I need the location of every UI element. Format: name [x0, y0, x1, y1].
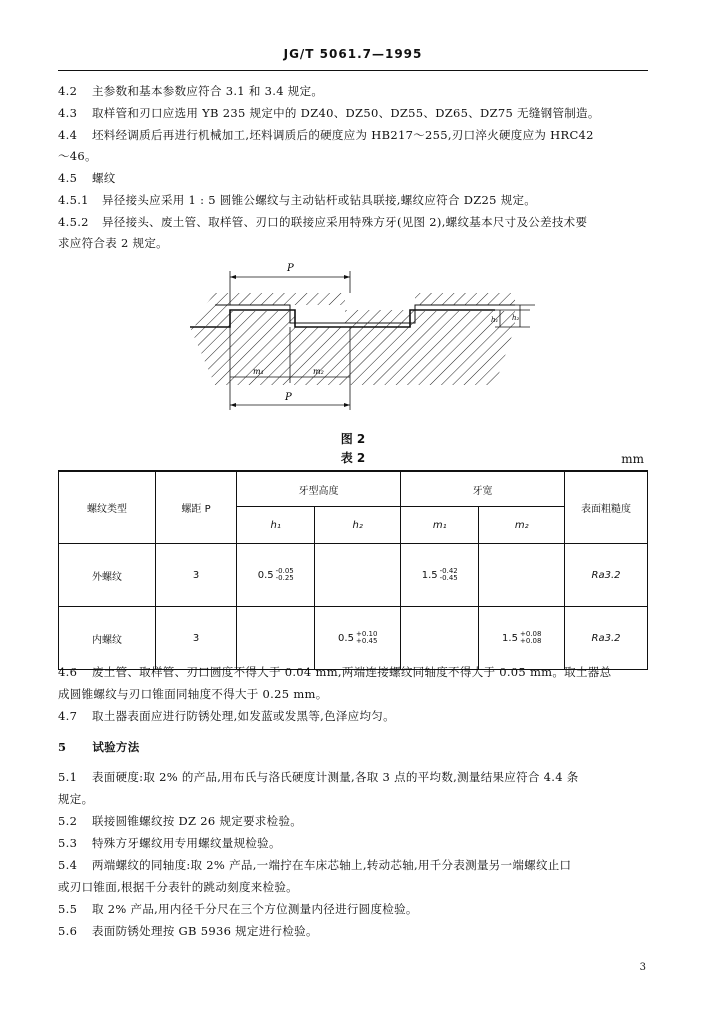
para-4-5-2-cont: 求应符合表 2 规定。 — [58, 236, 168, 250]
para-text: 取 2% 产品,用内径千分尺在三个方位测量内径进行圆度检验。 — [91, 902, 418, 916]
h1-value: 0.5 — [257, 570, 274, 581]
h1-tolerance — [276, 568, 294, 582]
para-4-6-cont: 成圆锥螺纹与刃口锥面同轴度不得大于 0.25 mm。 — [58, 687, 328, 701]
para-text: 坯料经调质后再进行机械加工,坯料调质后的硬度应为 HB217～255,刃口淬火硬度应为 HRC42 — [91, 128, 594, 142]
tol-lower: -0.45 — [439, 574, 458, 582]
col-type: 螺纹类型 — [59, 471, 156, 544]
table-caption: 表 2 — [340, 451, 366, 465]
cell-roughness: Ra3.2 — [565, 607, 648, 670]
m1-label: m₁ — [253, 367, 264, 376]
cell-type: 外螺纹 — [59, 544, 156, 607]
m2-label: m₂ — [313, 367, 324, 376]
para-number: 4.4 — [58, 128, 78, 142]
para-4-6 — [58, 661, 648, 683]
para-number: 5.4 — [58, 858, 78, 872]
para-number: 4.5 — [58, 171, 78, 185]
section-title: 试验方法 — [92, 740, 140, 754]
col-h2: h₂ — [315, 507, 401, 544]
tol-lower: +0.45 — [355, 637, 378, 645]
col-h1: h₁ — [237, 507, 315, 544]
col-height-group: 牙型高度 — [237, 471, 401, 507]
page-number: 3 — [639, 962, 646, 973]
h2-value: 0.5 — [338, 633, 354, 644]
para-number: 5.1 — [58, 770, 78, 784]
para-text: 取样管和刃口应选用 YB 235 规定中的 DZ40、DZ50、DZ55、DZ65、DZ75 无缝钢管制造。 — [91, 106, 600, 120]
para-text: 异径接头应采用 1 : 5 圆锥公螺纹与主动钻杆或钻具联接,螺纹应符合 DZ25 规定。 — [101, 193, 537, 207]
cell-roughness: Ra3.2 — [565, 544, 648, 607]
p-top-label: P — [287, 263, 294, 274]
table-row — [59, 544, 648, 607]
para-text: 特殊方牙螺纹用专用螺纹量规检验。 — [91, 836, 281, 850]
m1-value: 1.5 — [421, 570, 438, 581]
para-5-4 — [58, 854, 648, 876]
header-rule — [58, 70, 648, 71]
table-unit: mm — [621, 452, 644, 466]
arrow-bl — [230, 403, 236, 407]
h2-label: h₂ — [512, 314, 520, 322]
para-text: 螺纹 — [91, 171, 116, 185]
para-number: 4.5.1 — [58, 193, 89, 207]
h1-label: h₁ — [491, 316, 499, 324]
para-text: 主参数和基本参数应符合 3.1 和 3.4 规定。 — [91, 84, 324, 98]
cell-pitch: 3 — [156, 544, 237, 607]
page-header: JG/T 5061.7—1995 — [283, 47, 423, 61]
para-number: 4.3 — [58, 106, 78, 120]
para-text: 表面硬度:取 2% 的产品,用布氏与洛氏硬度计测量,各取 3 点的平均数,测量结果应符合 4.4 条 — [91, 770, 579, 784]
tol-upper: +0.10 — [355, 630, 378, 638]
para-number: 4.6 — [58, 665, 78, 679]
tol-upper: -0.42 — [439, 567, 458, 575]
para-4-4 — [58, 124, 648, 146]
para-4-5-2 — [58, 211, 648, 233]
m1-tolerance — [440, 568, 458, 582]
para-5-1-cont: 规定。 — [58, 792, 94, 806]
tol-lower: +0.08 — [519, 637, 542, 645]
para-text: 表面防锈处理按 GB 5936 规定进行检验。 — [91, 924, 318, 938]
para-5-4-cont: 或刃口锥面,根据千分表针的跳动刻度来检验。 — [58, 880, 298, 894]
para-text: 联接圆锥螺纹按 DZ 26 规定要求检验。 — [91, 814, 303, 828]
para-5-6 — [58, 920, 648, 942]
para-5-1 — [58, 766, 648, 788]
para-number: 5.6 — [58, 924, 78, 938]
section-5-heading — [58, 736, 648, 758]
cell-h2 — [315, 544, 401, 607]
cell-h1 — [237, 544, 315, 607]
para-number: 5.2 — [58, 814, 78, 828]
section-number: 5 — [58, 740, 67, 754]
m2-tolerance — [520, 631, 541, 645]
h2-tolerance — [356, 631, 377, 645]
cell-m1 — [400, 544, 478, 607]
thread-diagram — [175, 255, 545, 425]
p-bottom-label: P — [285, 392, 292, 403]
m2-value: 1.5 — [502, 633, 518, 644]
para-4-4-cont: ～46。 — [58, 149, 97, 163]
col-m1: m₁ — [400, 507, 478, 544]
col-m2: m₂ — [479, 507, 565, 544]
tol-upper: +0.08 — [519, 630, 542, 638]
para-5-3 — [58, 832, 648, 854]
para-5-2 — [58, 810, 648, 832]
tol-lower: -0.25 — [275, 574, 294, 582]
para-number: 5.3 — [58, 836, 78, 850]
para-text: 异径接头、废土管、取样管、刃口的联接应采用特殊方牙(见图 2),螺纹基本尺寸及公差技术要 — [101, 215, 588, 229]
para-4-5-1 — [58, 189, 648, 211]
thread-spec-table — [58, 470, 648, 670]
para-number: 4.5.2 — [58, 215, 89, 229]
para-number: 4.2 — [58, 84, 78, 98]
para-number: 5.5 — [58, 902, 78, 916]
thread-figure — [175, 255, 545, 425]
para-5-5 — [58, 898, 648, 920]
figure-caption: 图 2 — [340, 432, 366, 446]
para-4-7 — [58, 705, 648, 727]
arrow-left — [230, 275, 236, 279]
arrow-right — [344, 275, 350, 279]
tol-upper: -0.05 — [275, 567, 294, 575]
para-number: 4.7 — [58, 709, 78, 723]
cell-m2 — [479, 544, 565, 607]
para-text: 两端螺纹的同轴度:取 2% 产品,一端拧在车床芯轴上,转动芯轴,用千分表测量另一端螺纹止口 — [91, 858, 572, 872]
col-width-group: 牙宽 — [400, 471, 564, 507]
para-4-2 — [58, 80, 648, 102]
para-4-5 — [58, 167, 648, 189]
col-roughness: 表面粗糙度 — [565, 471, 648, 544]
arrow-br — [344, 403, 350, 407]
para-text: 废土管、取样管、刃口圆度不得大于 0.04 mm,两端连接螺纹同轴度不得大于 0.05 mm。取土器总 — [91, 665, 612, 679]
para-4-3 — [58, 102, 648, 124]
col-pitch: 螺距 P — [156, 471, 237, 544]
para-text: 取土器表面应进行防锈处理,如发蓝或发黑等,色泽应均匀。 — [91, 709, 395, 723]
cell-type: 内螺纹 — [59, 607, 156, 670]
cell-pitch: 3 — [156, 607, 237, 670]
